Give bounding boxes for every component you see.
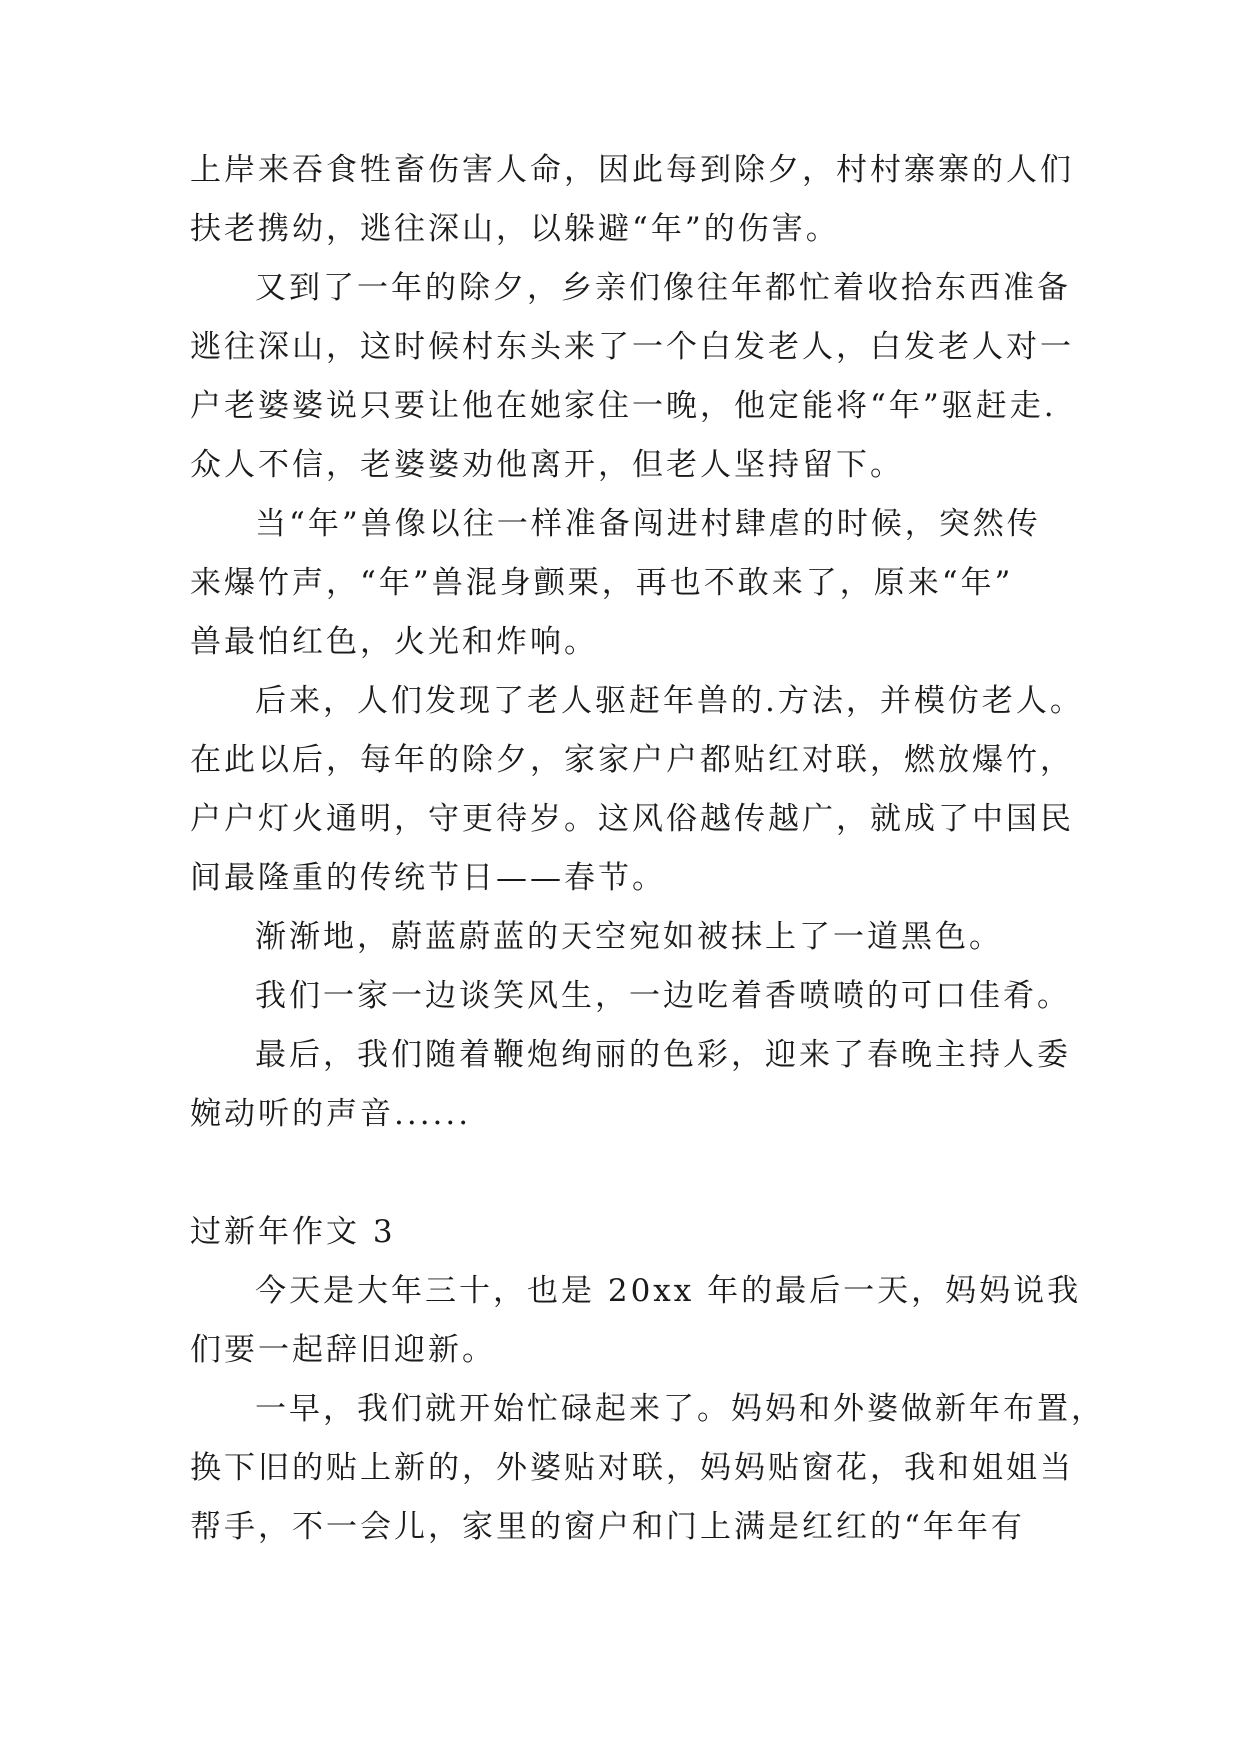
text-line: 户户灯火通明，守更待岁。这风俗越传越广，就成了中国民 [190,801,1074,837]
text-line: 上岸来吞食牲畜伤害人命，因此每到除夕，村村寨寨的人们 [190,152,1074,188]
text-line: 逃往深山，这时候村东头来了一个白发老人，白发老人对一 [190,329,1074,365]
text-line: 众人不信，老婆婆劝他离开，但老人坚持留下。 [190,447,904,483]
text-line: 在此以后，每年的除夕，家家户户都贴红对联，燃放爆竹， [190,742,1074,778]
paragraph-start-line: 渐渐地，蔚蓝蔚蓝的天空宛如被抹上了一道黑色。 [255,919,1003,955]
paragraph-start-line: 后来，人们发现了老人驱赶年兽的.方法，并模仿老人。 [255,683,1084,719]
text-line: 帮手，不一会儿，家里的窗户和门上满是红红的“年年有 [190,1509,1025,1545]
text-line: 们要一起辞旧迎新。 [190,1332,496,1368]
paragraph-start-line: 一早，我们就开始忙碌起来了。妈妈和外婆做新年布置， [255,1391,1105,1427]
text-line: 婉动听的声音...... [190,1096,472,1132]
paragraph-start-line: 当“年”兽像以往一样准备闯进村肆虐的时候，突然传 [255,506,1041,542]
text-line: 间最隆重的传统节日——春节。 [190,860,666,896]
text-line: 兽最怕红色，火光和炸响。 [190,624,598,660]
paragraph-start-line: 今天是大年三十，也是 20xx 年的最后一天，妈妈说我 [255,1273,1082,1309]
paragraph-start-line: 又到了一年的除夕，乡亲们像往年都忙着收拾东西准备 [255,270,1071,306]
text-line: 户老婆婆说只要让他在她家住一晚，他定能将“年”驱赶走. [190,388,1057,424]
section-heading: 过新年作文 3 [190,1214,396,1250]
text-line: 来爆竹声，“年”兽混身颤栗，再也不敢来了，原来“年” [190,565,1014,601]
paragraph-start-line: 我们一家一边谈笑风生，一边吃着香喷喷的可口佳肴。 [255,978,1071,1014]
text-line: 扶老携幼，逃往深山，以躲避“年”的伤害。 [190,211,840,247]
text-line: 换下旧的贴上新的，外婆贴对联，妈妈贴窗花，我和姐姐当 [190,1450,1074,1486]
paragraph-start-line: 最后，我们随着鞭炮绚丽的色彩，迎来了春晚主持人委 [255,1037,1071,1073]
